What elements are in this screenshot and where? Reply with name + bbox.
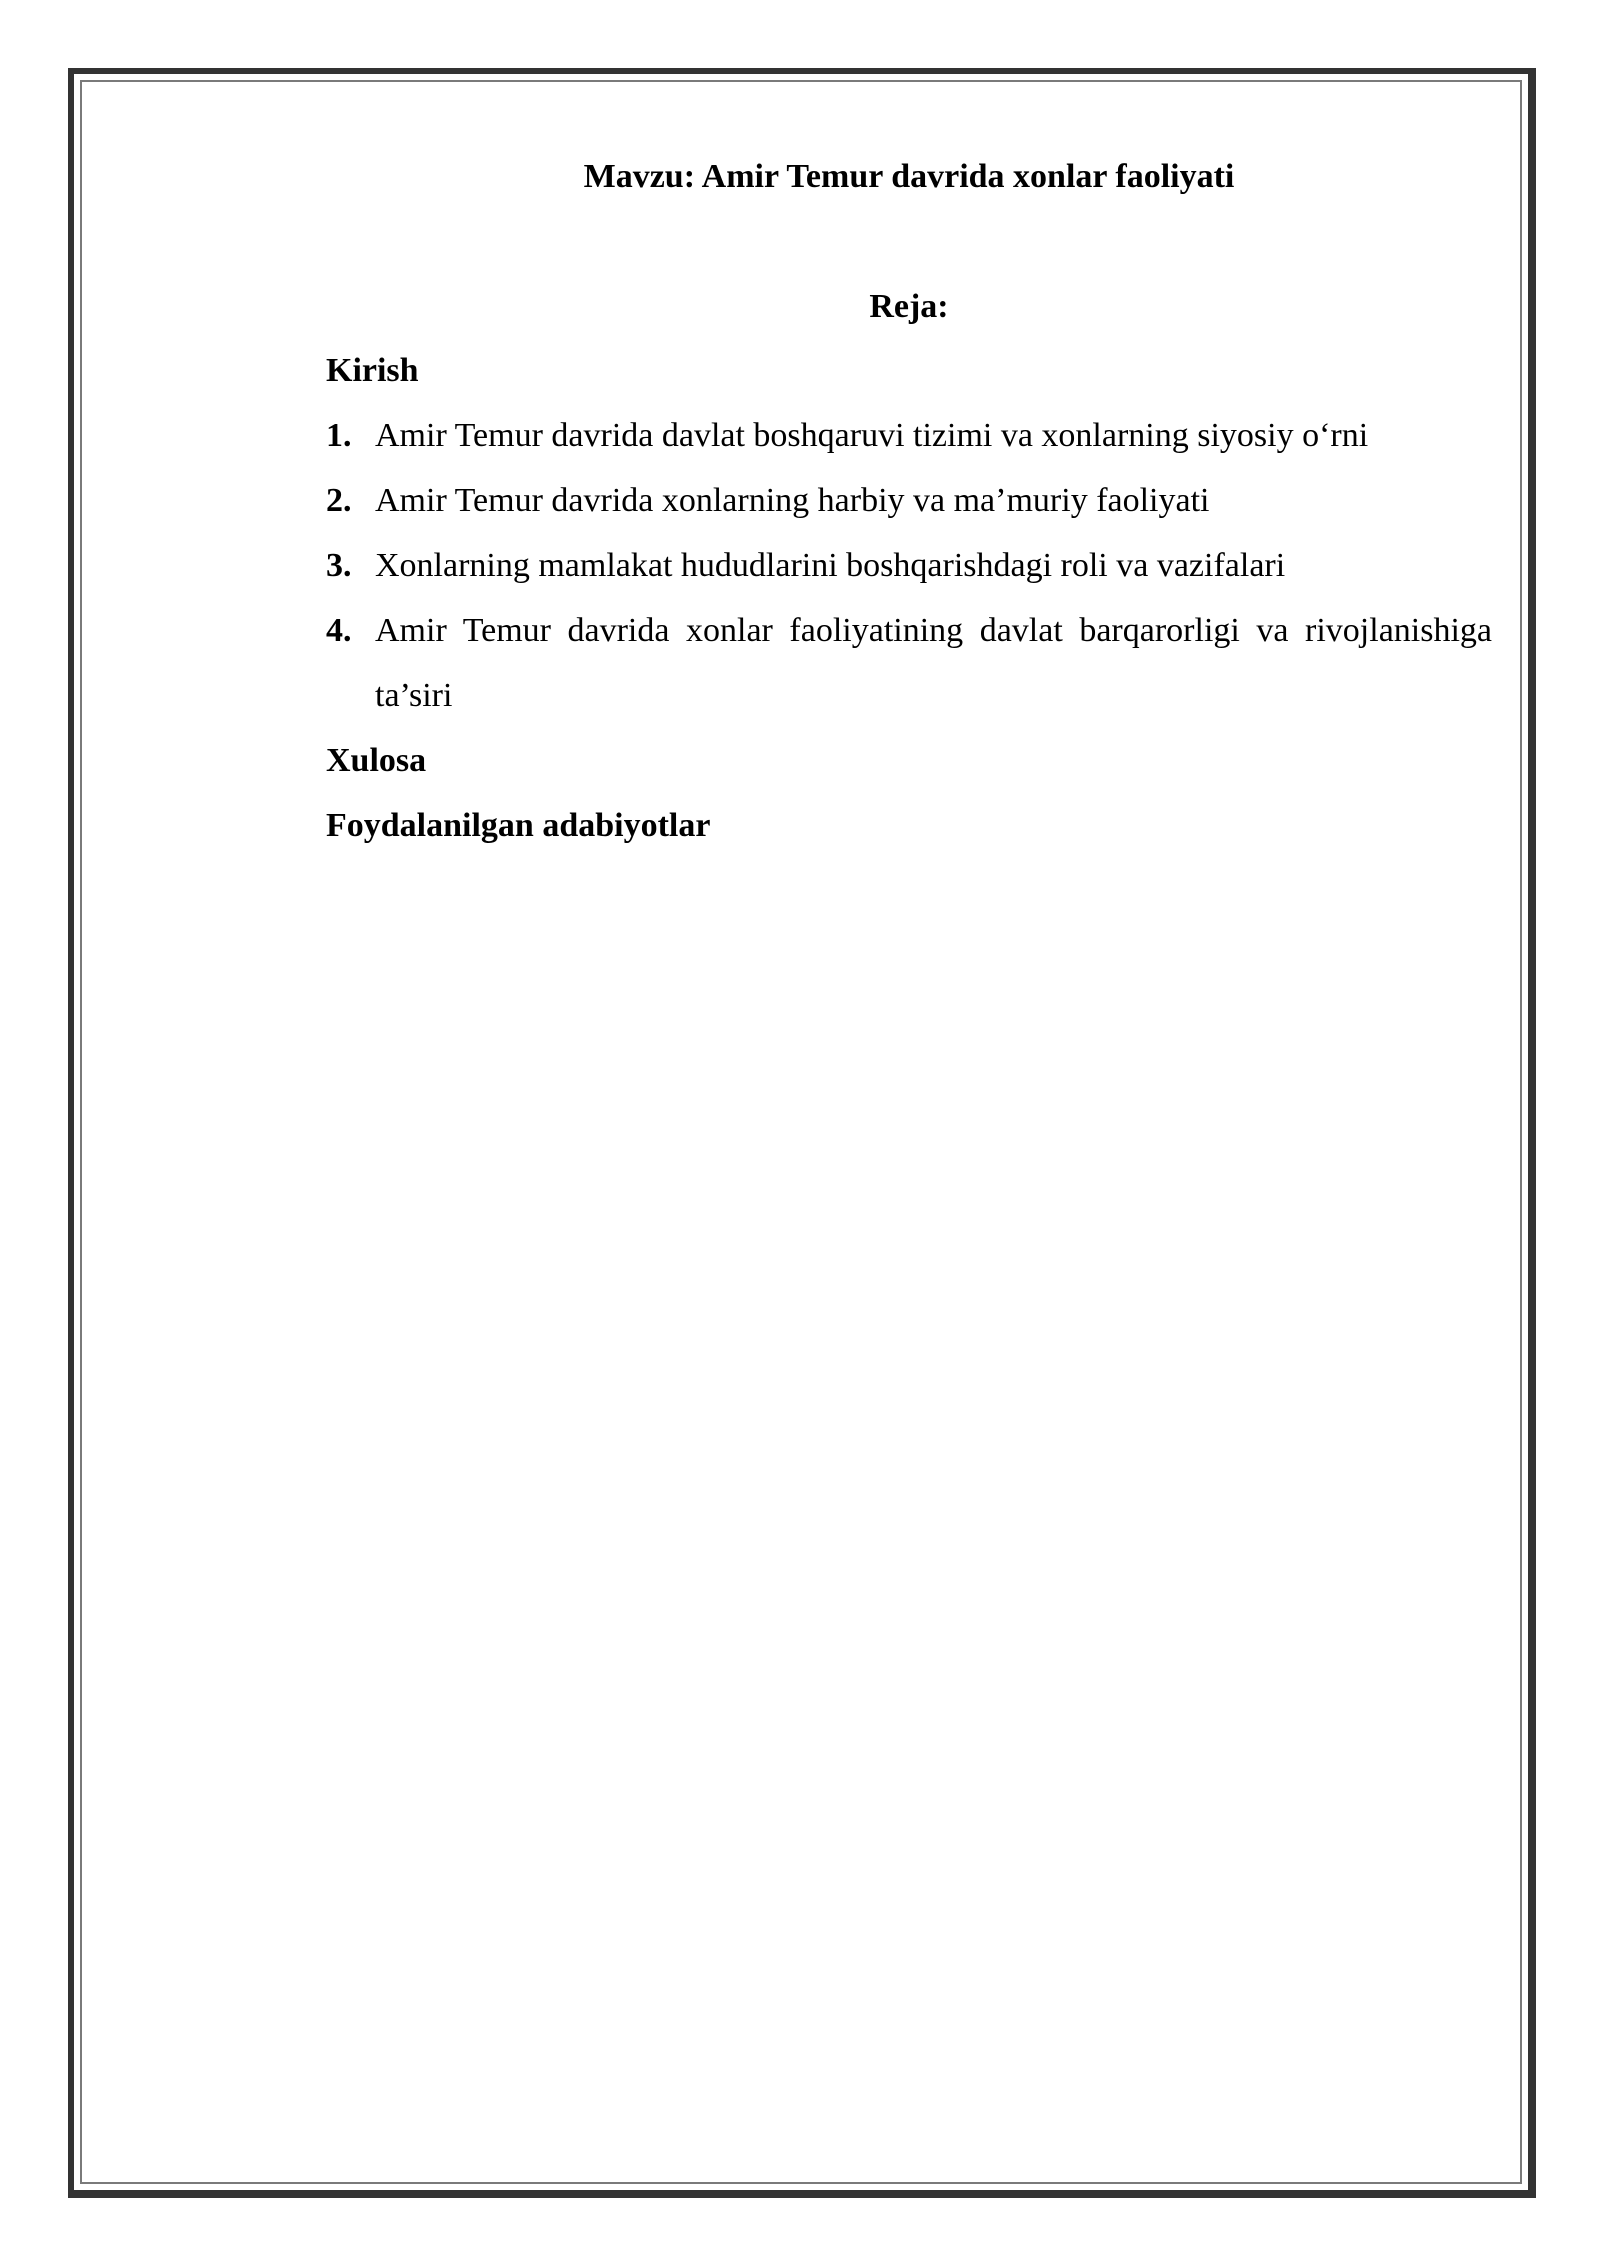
plan-item-text: Amir Temur davrida xonlarning harbiy va ma’muriy faoliyati [375, 482, 1210, 519]
plan-item-text: Xonlarning mamlakat hududlarini boshqarishdagi roli va vazifalari [375, 547, 1286, 584]
plan-item-1 [326, 403, 1492, 468]
plan-item-number: 3. [326, 547, 352, 584]
plan-item-number: 2. [326, 482, 352, 519]
conclusion-heading: Xulosa [326, 742, 427, 779]
plan-item-number: 4. [326, 612, 352, 649]
plan-item-number: 1. [326, 417, 352, 454]
plan-list [326, 403, 1492, 728]
intro-heading: Kirish [326, 352, 419, 389]
plan-item-text: Amir Temur davrida xonlar faoliyatining davlat barqarorligi va rivojlanishiga ta’siri [375, 612, 1492, 714]
plan-heading: Reja: [869, 288, 949, 325]
document-body [326, 146, 1492, 858]
plan-item-3 [326, 533, 1492, 598]
plan-item-4 [326, 598, 1492, 728]
document-title: Mavzu: Amir Temur davrida xonlar faoliyati [583, 158, 1235, 195]
plan-item-text: Amir Temur davrida davlat boshqaruvi tizimi va xonlarning siyosiy o‘rni [375, 417, 1369, 454]
references-heading: Foydalanilgan adabiyotlar [326, 807, 711, 844]
plan-item-2 [326, 468, 1492, 533]
